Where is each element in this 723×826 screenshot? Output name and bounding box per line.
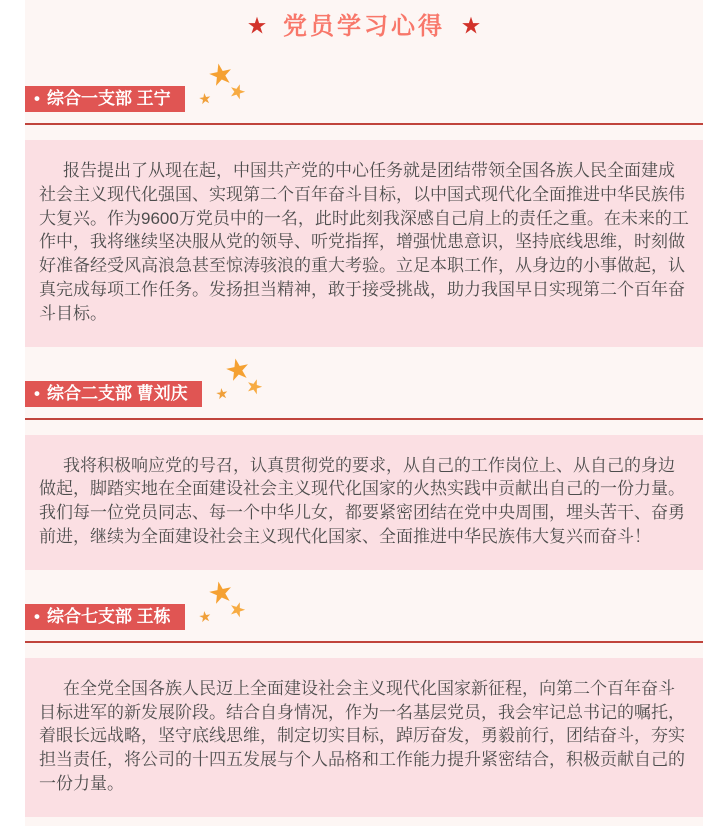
- study-note-section-3: [25, 577, 703, 817]
- branch-author-label: 综合一支部 王宁: [46, 89, 171, 108]
- reflection-paragraph: 报告提出了从现在起，中国共产党的中心任务就是团结带领全国各族人民全面建成社会主义现代化强国、实现第二个百年奋斗目标，以中国式现代化全面推进中华民族伟大复兴。作为9600万党员中的一名，此时此刻我深感自己肩上的责任之重。在未来的工作中，我将继续坚决服从党的领导、听党指挥，增强忧患意识，坚持底线思维，时刻做好准备经受风高浪急甚至惊涛骇浪的重大考验。立足本职工作，从身边的小事做起，认真完成每项工作任务。发扬担当精神，敢于接受挑战，助力我国早日实现第二个百年奋斗目标。: [39, 161, 689, 323]
- bullet-dot-icon: •: [34, 89, 40, 108]
- branch-author-banner: [25, 86, 185, 112]
- section-header-row: [25, 354, 703, 407]
- bullet-dot-icon: •: [34, 606, 40, 626]
- gold-star-icon: ★: [244, 376, 265, 398]
- section-header-row: [25, 59, 703, 112]
- branch-author-label: 综合七支部 王栋: [46, 606, 171, 626]
- reflection-text-block: [25, 658, 703, 817]
- study-note-section-1: [25, 59, 703, 347]
- section-header-row: [25, 577, 703, 630]
- reflection-paragraph: 我将积极响应党的号召，认真贯彻党的要求，从自己的工作岗位上、从自己的身边做起，脚踏实地在全面建设社会主义现代化国家的火热实践中贡献出自己的一份力量。我们每一位党员同志、每一个中华儿女，都要紧密团结在党中央周围，埋头苦干、奋勇前进，继续为全面建设社会主义现代化国家、全面推进中华民族伟大复兴而奋斗！: [39, 455, 685, 546]
- gold-star-icon: ★: [227, 81, 248, 104]
- reflection-text-block: [25, 435, 703, 570]
- branch-author-label: 综合二支部 曹刘庆: [46, 383, 188, 403]
- article-page: [25, 0, 703, 826]
- reflection-paragraph: 在全党全国各族人民迈上全面建设社会主义现代化国家新征程，向第二个百年奋斗目标进军的新发展阶段。结合自身情况，作为一名基层党员，我会牢记总书记的嘱托，着眼长远战略，坚守底线思维，制定切实目标，踔厉奋发，勇毅前行，团结奋斗，夯实担当责任，将公司的十四五发展与个人品格和工作能力提升紧密结合，积极贡献自己的一份力量。: [39, 678, 685, 793]
- gold-star-icon: ★: [227, 599, 248, 621]
- page-header: [25, 0, 703, 42]
- section-divider: [25, 123, 703, 125]
- branch-author-banner: [25, 381, 202, 407]
- stars-decoration-icon: [206, 354, 276, 407]
- section-divider: [25, 418, 703, 420]
- gold-star-icon: ★: [198, 91, 213, 107]
- gold-star-icon: ★: [215, 385, 230, 402]
- page-title: 党员学习心得: [283, 13, 445, 40]
- title-star-left-icon: ★: [247, 16, 267, 37]
- reflection-text-block: [25, 140, 703, 347]
- study-note-section-2: [25, 354, 703, 570]
- bullet-dot-icon: •: [34, 383, 40, 403]
- stars-decoration-icon: [189, 59, 259, 112]
- gold-star-icon: ★: [206, 59, 236, 92]
- gold-star-icon: ★: [206, 577, 236, 609]
- gold-star-icon: ★: [223, 354, 253, 386]
- branch-author-banner: [25, 604, 185, 630]
- title-star-right-icon: ★: [461, 16, 481, 37]
- stars-decoration-icon: [189, 577, 259, 630]
- section-divider: [25, 641, 703, 643]
- gold-star-icon: ★: [198, 608, 213, 625]
